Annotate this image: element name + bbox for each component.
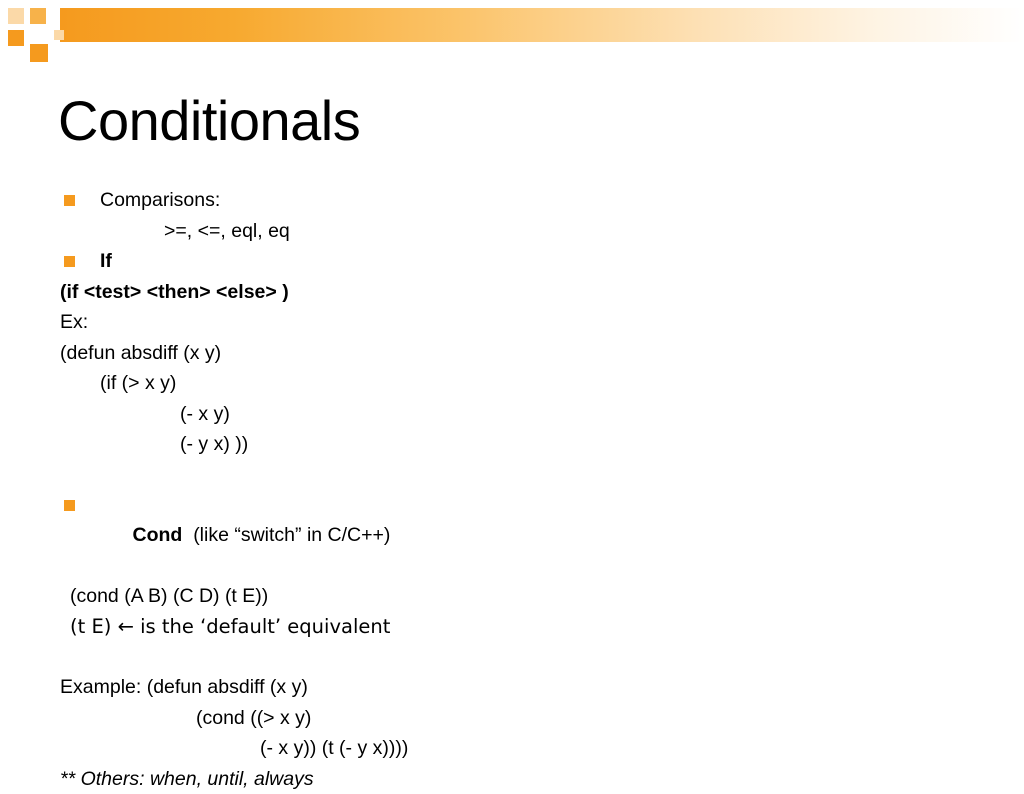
cond-default-note: (t E) ← is the ‘default’ equivalent [60, 612, 980, 643]
if-example-line-4: (- y x) )) [60, 429, 980, 460]
if-example-line-1: (defun absdiff (x y) [60, 338, 980, 369]
if-example-line-3: (- x y) [60, 399, 980, 430]
bullet-comparisons [60, 185, 980, 216]
if-example-line-2: (if (> x y) [60, 368, 980, 399]
header-square [30, 8, 46, 24]
cond-note: (like “switch” in C/C++) [193, 524, 390, 546]
header-square [54, 30, 64, 40]
comparisons-operators: >=, <=, eql, eq [60, 216, 980, 247]
example-line-1: Example: (defun absdiff (x y) [60, 672, 980, 703]
others-note: ** Others: when, until, always [60, 764, 980, 794]
comparisons-label: Comparisons: [100, 185, 980, 216]
if-syntax: (if <test> <then> <else> ) [60, 277, 980, 308]
bullet-square-icon [64, 195, 75, 206]
header-square [8, 8, 24, 24]
header-square [8, 30, 24, 46]
block-spacer [60, 460, 980, 490]
block-spacer [60, 642, 980, 672]
if-example-label: Ex: [60, 307, 980, 338]
header-square [30, 44, 48, 62]
header-gradient-band [60, 8, 1024, 42]
page-title: Conditionals [58, 88, 360, 154]
bullet-cond [60, 490, 980, 582]
cond-label: Cond [133, 524, 183, 546]
bullet-square-icon [64, 256, 75, 267]
slide-body [60, 185, 980, 794]
cond-syntax: (cond (A B) (C D) (t E)) [60, 581, 980, 612]
example-line-3: (- x y)) (t (- y x)))) [60, 733, 980, 764]
header-decoration [0, 0, 1024, 68]
if-label: If [100, 246, 980, 277]
bullet-square-icon [64, 500, 75, 511]
bullet-if [60, 246, 980, 277]
example-line-2: (cond ((> x y) [60, 703, 980, 734]
